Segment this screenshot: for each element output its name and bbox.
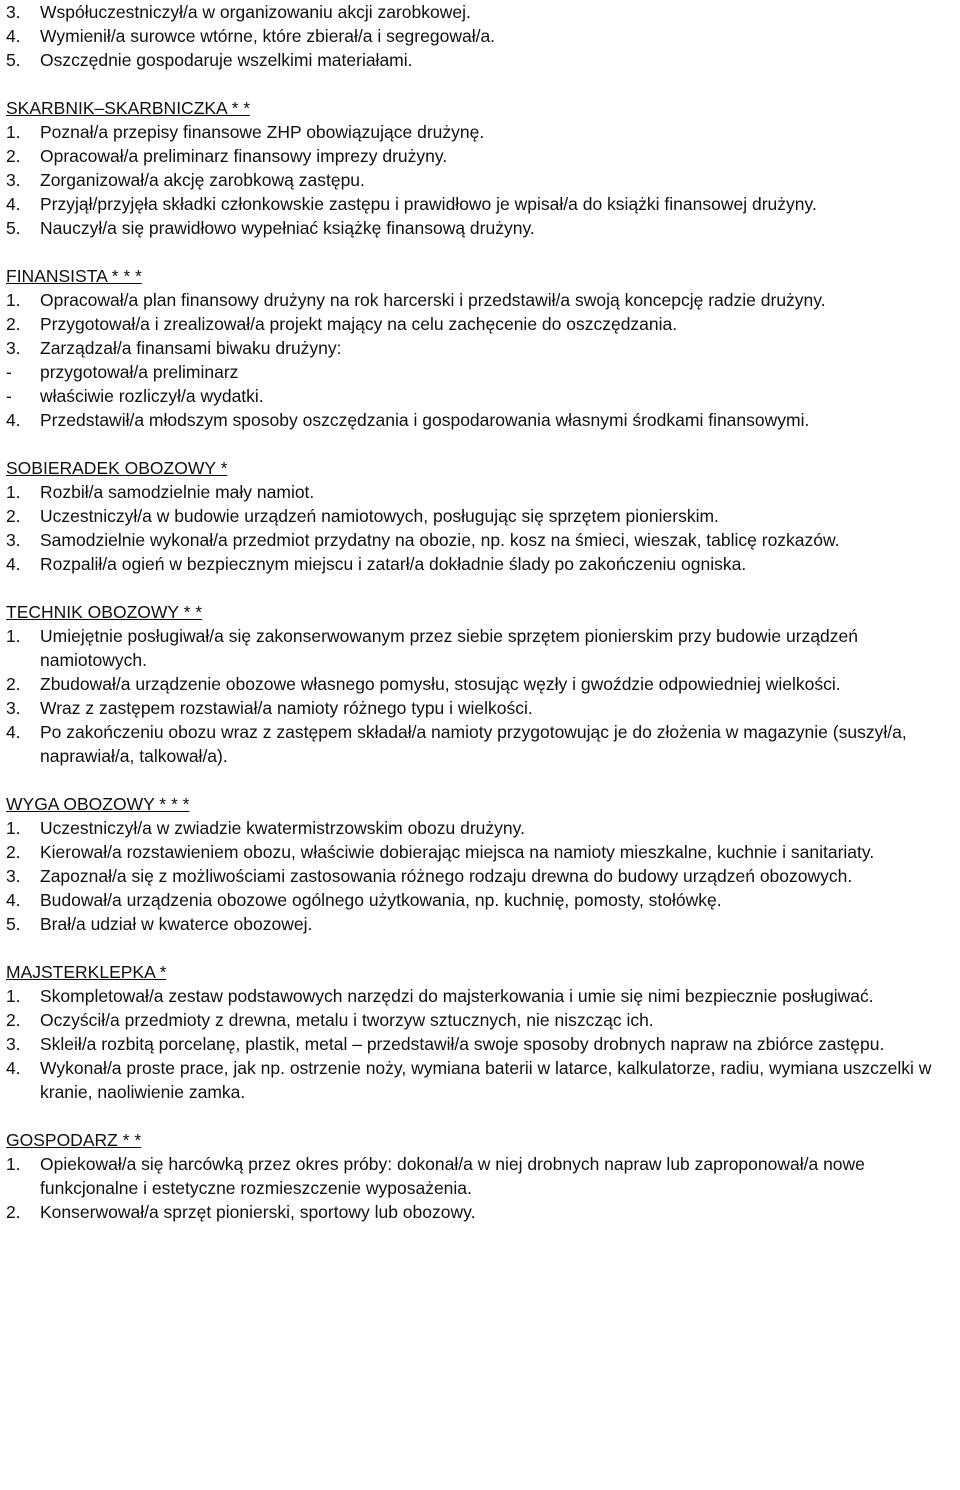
item-number: 1. <box>6 626 21 646</box>
item-text: Rozpalił/a ogień w bezpiecznym miejscu i zatarł/a dokładnie ślady po zakończeniu ogniska. <box>40 554 747 574</box>
item-number: 3. <box>6 2 21 22</box>
item-number: 1. <box>6 986 21 1006</box>
list-item <box>6 144 954 168</box>
item-number: 5. <box>6 50 21 70</box>
section <box>6 96 954 240</box>
item-text: Kierował/a rozstawieniem obozu, właściwie dobierając miejsca na namioty mieszkalne, kuchnie i sanitariaty. <box>40 842 875 862</box>
item-number: 2. <box>6 314 21 334</box>
list-item <box>6 384 954 408</box>
list-item <box>6 0 954 24</box>
list-item <box>6 1152 954 1200</box>
item-number: 3. <box>6 338 21 358</box>
section <box>6 456 954 576</box>
list-item <box>6 1056 954 1104</box>
section-heading: SKARBNIK–SKARBNICZKA * * <box>6 98 251 118</box>
item-number: 1. <box>6 482 21 502</box>
list-item <box>6 912 954 936</box>
item-text: Po zakończeniu obozu wraz z zastępem składał/a namioty przygotowując je do złożenia w magazynie (suszył/a, naprawiał/a, talkował/a). <box>40 722 907 766</box>
item-text: Zorganizował/a akcję zarobkową zastępu. <box>40 170 365 190</box>
item-text: Zapoznał/a się z możliwościami zastosowania różnego rodzaju drewna do budowy urządzeń obozowych. <box>40 866 853 886</box>
section <box>6 264 954 432</box>
item-number: 4. <box>6 410 21 430</box>
item-text: właściwie rozliczył/a wydatki. <box>40 386 264 406</box>
item-number: 2. <box>6 842 21 862</box>
list-item <box>6 360 954 384</box>
item-text: Poznał/a przepisy finansowe ZHP obowiązujące drużynę. <box>40 122 485 142</box>
section-gap <box>6 240 954 264</box>
item-number: 2. <box>6 1010 21 1030</box>
section-heading: WYGA OBOZOWY * * * <box>6 794 190 814</box>
item-text: Konserwował/a sprzęt pionierski, sportowy lub obozowy. <box>40 1202 476 1222</box>
list-item <box>6 312 954 336</box>
item-number: 4. <box>6 554 21 574</box>
item-text: Wraz z zastępem rozstawiał/a namioty różnego typu i wielkości. <box>40 698 533 718</box>
section-heading: SOBIERADEK OBOZOWY * <box>6 458 228 478</box>
item-text: Brał/a udział w kwaterce obozowej. <box>40 914 313 934</box>
item-text: Przygotował/a i zrealizował/a projekt mający na celu zachęcenie do oszczędzania. <box>40 314 678 334</box>
item-number: 1. <box>6 122 21 142</box>
item-number: 3. <box>6 1034 21 1054</box>
item-number: 5. <box>6 914 21 934</box>
section <box>6 0 954 72</box>
item-number: 1. <box>6 818 21 838</box>
item-number: 2. <box>6 674 21 694</box>
list-item <box>6 48 954 72</box>
list-item <box>6 168 954 192</box>
section-heading: MAJSTERKLEPKA * <box>6 962 167 982</box>
section-gap <box>6 432 954 456</box>
section-gap <box>6 1104 954 1128</box>
item-text: Przedstawił/a młodszym sposoby oszczędzania i gospodarowania własnymi środkami finansowymi. <box>40 410 810 430</box>
item-number: 1. <box>6 1154 21 1174</box>
item-text: Umiejętnie posługiwał/a się zakonserwowanym przez siebie sprzętem pionierskim przy budowie urządzeń namiotowych. <box>40 626 859 670</box>
item-text: Nauczył/a się prawidłowo wypełniać książkę finansową drużyny. <box>40 218 535 238</box>
list-item <box>6 864 954 888</box>
section-gap <box>6 576 954 600</box>
item-text: przygotował/a preliminarz <box>40 362 239 382</box>
list-item <box>6 1008 954 1032</box>
item-number: - <box>6 386 12 406</box>
item-text: Zarządzał/a finansami biwaku drużyny: <box>40 338 342 358</box>
section-gap <box>6 768 954 792</box>
item-text: Opracował/a plan finansowy drużyny na rok harcerski i przedstawił/a swoją koncepcję radzie drużyny. <box>40 290 826 310</box>
item-number: 3. <box>6 170 21 190</box>
item-text: Zbudował/a urządzenie obozowe własnego pomysłu, stosując węzły i gwoździe odpowiedniej wielkości. <box>40 674 841 694</box>
item-text: Uczestniczył/a w budowie urządzeń namiotowych, posługując się sprzętem pionierskim. <box>40 506 719 526</box>
list-item <box>6 984 954 1008</box>
list-item <box>6 24 954 48</box>
list-item <box>6 672 954 696</box>
item-number: 2. <box>6 506 21 526</box>
item-number: 4. <box>6 722 21 742</box>
list-item <box>6 888 954 912</box>
section <box>6 1128 954 1224</box>
list-item <box>6 336 954 360</box>
list-item <box>6 120 954 144</box>
item-text: Opracował/a preliminarz finansowy imprezy drużyny. <box>40 146 448 166</box>
item-text: Wymienił/a surowce wtórne, które zbierał/a i segregował/a. <box>40 26 496 46</box>
section <box>6 792 954 936</box>
item-text: Skleił/a rozbitą porcelanę, plastik, metal – przedstawił/a swoje sposoby drobnych napraw na zbiórce zastępu. <box>40 1034 885 1054</box>
item-text: Samodzielnie wykonał/a przedmiot przydatny na obozie, np. kosz na śmieci, wieszak, tablicę rozkazów. <box>40 530 840 550</box>
item-number: 3. <box>6 530 21 550</box>
item-text: Uczestniczył/a w zwiadzie kwatermistrzowskim obozu drużyny. <box>40 818 525 838</box>
section <box>6 960 954 1104</box>
item-text: Budował/a urządzenia obozowe ogólnego użytkowania, np. kuchnię, pomosty, stołówkę. <box>40 890 722 910</box>
item-number: - <box>6 362 12 382</box>
item-text: Oszczędnie gospodaruje wszelkimi materiałami. <box>40 50 413 70</box>
list-item <box>6 624 954 672</box>
section-heading: FINANSISTA * * * <box>6 266 142 286</box>
item-text: Wykonał/a proste prace, jak np. ostrzenie noży, wymiana baterii w latarce, kalkulatorze, radiu, wymiana uszczelki w kranie, naoliwienie zamka. <box>40 1058 932 1102</box>
item-text: Współuczestniczył/a w organizowaniu akcji zarobkowej. <box>40 2 471 22</box>
item-number: 4. <box>6 890 21 910</box>
section-gap <box>6 936 954 960</box>
item-text: Przyjął/przyjęła składki członkowskie zastępu i prawidłowo je wpisał/a do książki finansowej drużyny. <box>40 194 817 214</box>
item-number: 4. <box>6 1058 21 1078</box>
list-item <box>6 816 954 840</box>
list-item <box>6 1032 954 1056</box>
list-item <box>6 504 954 528</box>
list-item <box>6 216 954 240</box>
item-number: 1. <box>6 290 21 310</box>
list-item <box>6 696 954 720</box>
list-item <box>6 840 954 864</box>
item-text: Rozbił/a samodzielnie mały namiot. <box>40 482 315 502</box>
list-item <box>6 192 954 216</box>
list-item <box>6 408 954 432</box>
list-item <box>6 552 954 576</box>
list-item <box>6 1200 954 1224</box>
list-item <box>6 288 954 312</box>
item-number: 5. <box>6 218 21 238</box>
list-item <box>6 720 954 768</box>
item-number: 2. <box>6 1202 21 1222</box>
item-number: 4. <box>6 194 21 214</box>
section <box>6 600 954 768</box>
section-heading: GOSPODARZ * * <box>6 1130 142 1150</box>
item-number: 2. <box>6 146 21 166</box>
section-gap <box>6 72 954 96</box>
item-number: 3. <box>6 866 21 886</box>
item-number: 3. <box>6 698 21 718</box>
item-number: 4. <box>6 26 21 46</box>
list-item <box>6 528 954 552</box>
item-text: Oczyścił/a przedmioty z drewna, metalu i tworzyw sztucznych, nie niszcząc ich. <box>40 1010 654 1030</box>
item-text: Opiekował/a się harcówką przez okres próby: dokonał/a w niej drobnych napraw lub zaproponował/a nowe funkcjonalne i estetyczne rozmieszczenie wyposażenia. <box>40 1154 865 1198</box>
list-item <box>6 480 954 504</box>
section-heading: TECHNIK OBOZOWY * * <box>6 602 203 622</box>
item-text: Skompletował/a zestaw podstawowych narzędzi do majsterkowania i umie się nimi bezpiecznie posługiwać. <box>40 986 874 1006</box>
